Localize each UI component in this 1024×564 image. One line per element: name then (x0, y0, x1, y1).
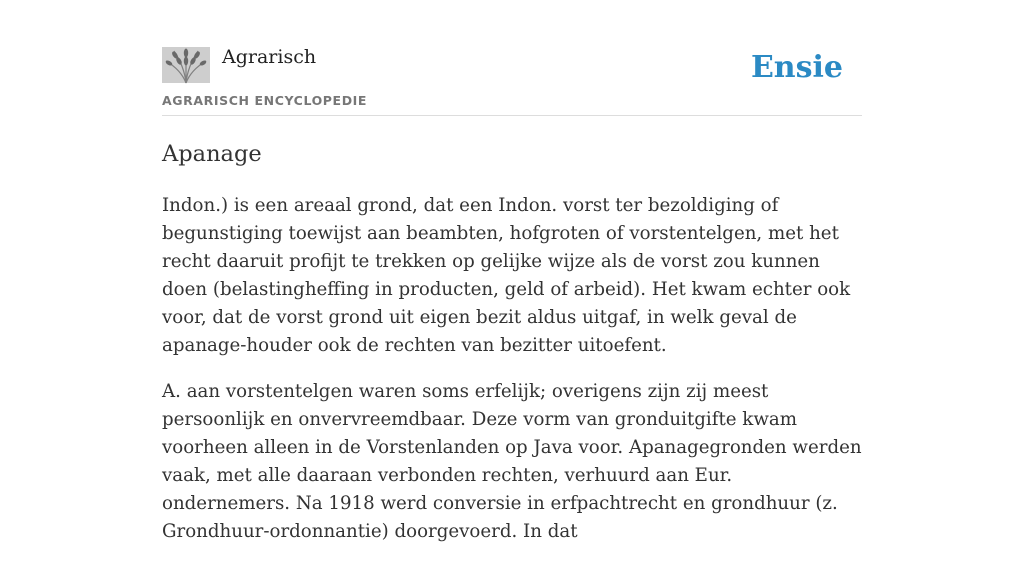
site-name[interactable]: Agrarisch (222, 46, 317, 68)
wheat-icon[interactable] (162, 47, 210, 83)
page-container (162, 0, 862, 542)
site-subtitle: AGRARISCH ENCYCLOPEDIE (162, 93, 368, 108)
article-body (162, 192, 862, 564)
site-header (162, 0, 862, 116)
article-title: Apanage (162, 141, 262, 167)
article-paragraph: A. aan vorstentelgen waren soms erfelijk; overigens zijn zij meest persoonlijk en onvervreemdbaar. Deze vorm van gronduitgifte kwam voorheen alleen in de Vorstenlanden op Java voor. Apanagegronden werden vaak, met alle daaraan verbonden rechten, verhuurd aan Eur. ondernemers. Na 1918 werd conversie in erfpachtrecht en grondhuur (z. Grondhuur-ordonnantie) doorgevoerd. In dat (162, 381, 862, 542)
brand-logo[interactable]: Ensie (750, 50, 843, 85)
article-paragraph: Indon.) is een areaal grond, dat een Indon. vorst ter bezoldiging of begunstiging toewijst aan beambten, hofgroten of vorstentelgen, met het recht daaruit profijt te trekken op gelijke wijze als de vorst zou kunnen doen (belastingheffing in producten, geld of arbeid). Het kwam echter ook voor, dat de vorst grond uit eigen bezit aldus uitgaf, in welk geval de apanage-houder ook de rechten van bezitter uitoefent. (162, 195, 851, 356)
